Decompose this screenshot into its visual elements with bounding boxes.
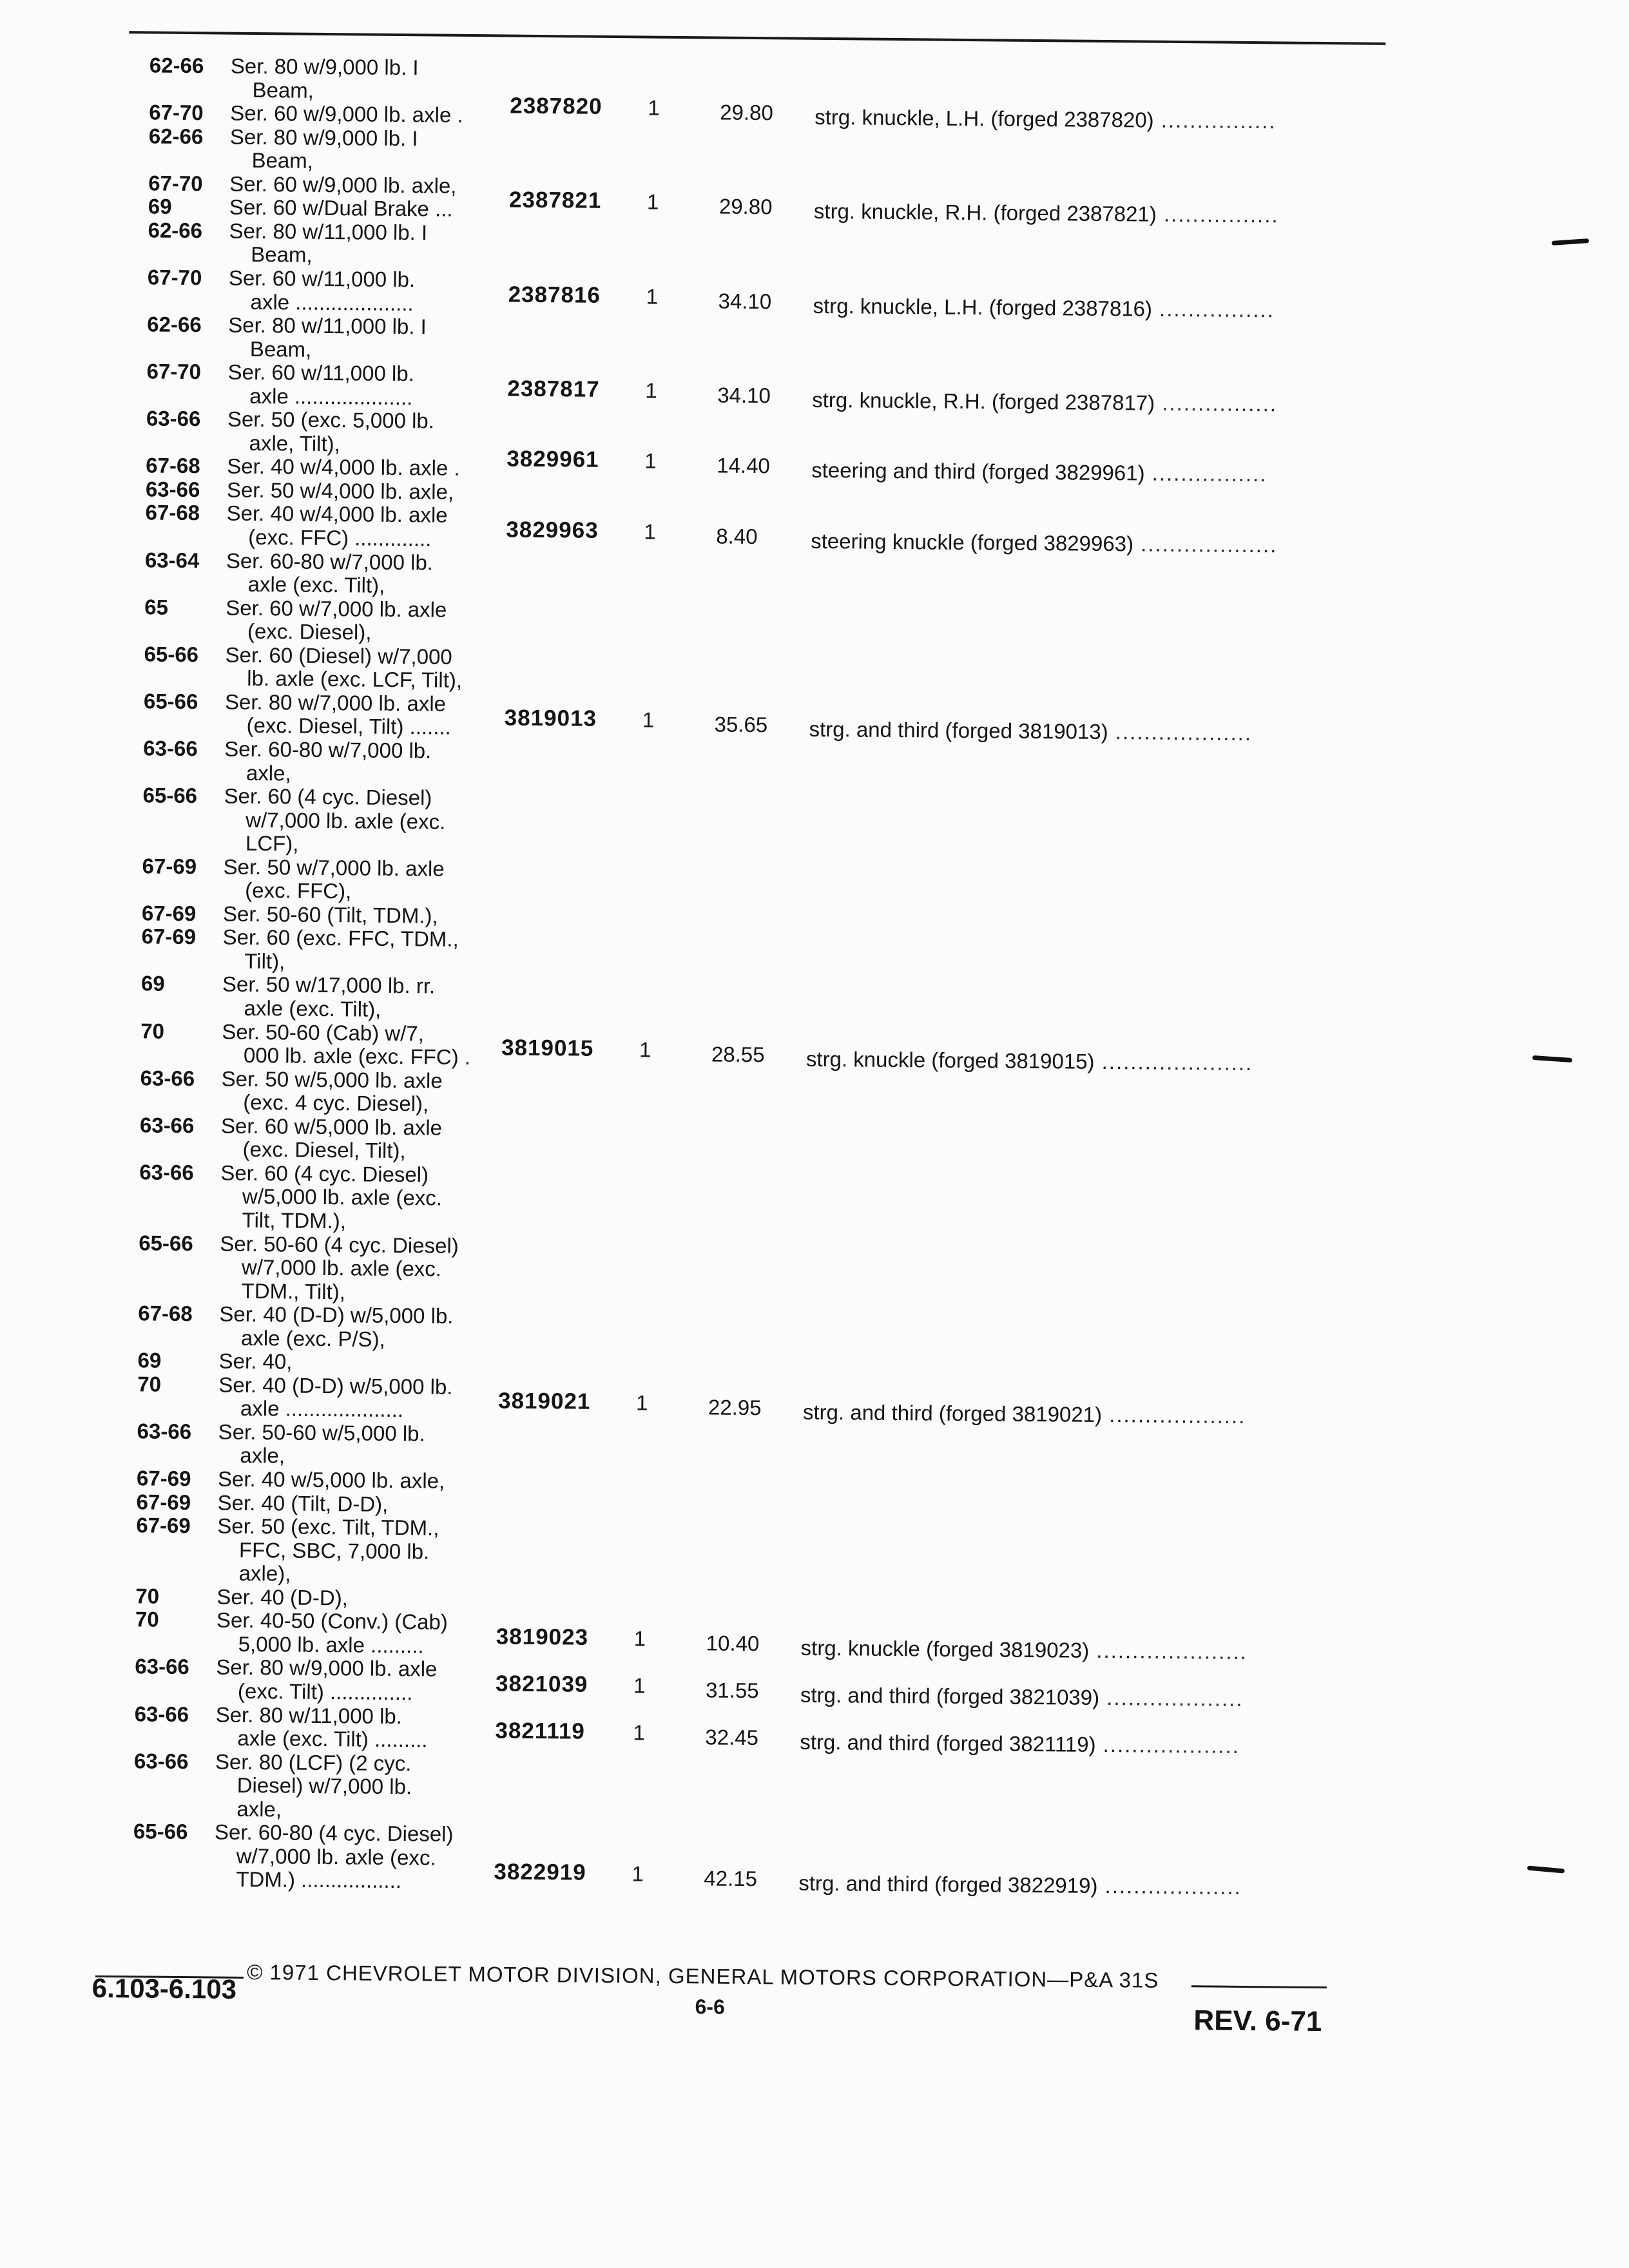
application-description: Ser. 80 (LCF) (2 cyc. (215, 1749, 412, 1775)
price: 29.80 (718, 194, 773, 219)
top-rule (129, 31, 1385, 45)
model-year: 63-66 (139, 1113, 195, 1137)
price: 28.55 (711, 1042, 765, 1067)
model-year: 65-66 (142, 783, 198, 808)
application-description: Ser. 60 (Diesel) w/7,000 (225, 642, 452, 669)
footer-rule-right (1191, 1985, 1327, 1988)
application-description: (exc. FFC), (245, 878, 352, 903)
application-description: Ser. 60 w/9,000 lb. axle . (230, 101, 463, 127)
application-description: Ser. 60 (exc. FFC, TDM., (222, 925, 459, 952)
model-year: 65-66 (143, 689, 198, 714)
part-name: strg. knuckle (forged 3819015) (805, 1046, 1095, 1073)
application-description: Ser. 80 w/9,000 lb. I (230, 53, 419, 80)
application-description: Ser. 80 w/9,000 lb. axle (216, 1655, 438, 1682)
application-description: Ser. 60 w/11,000 lb. (227, 360, 414, 386)
part-number: 3819015 (501, 1035, 594, 1061)
application-description: axle .................... (250, 289, 414, 315)
model-year: 63-66 (134, 1701, 189, 1726)
model-year: 62-66 (148, 218, 203, 243)
model-year: 63-66 (137, 1419, 192, 1444)
quantity: 1 (644, 448, 657, 473)
price: 32.45 (705, 1725, 759, 1750)
application-description: Ser. 80 w/11,000 lb. (215, 1702, 403, 1728)
application-description: Ser. 50-60 (Tilt, TDM.), (222, 901, 438, 928)
price: 42.15 (704, 1866, 758, 1891)
application-description: (exc. Diesel), (247, 619, 372, 644)
application-description: Beam, (251, 242, 313, 267)
price: 34.10 (718, 288, 772, 313)
part-description (811, 529, 1278, 558)
application-description: Ser. 60 w/11,000 lb. (228, 265, 416, 292)
model-year: 67-69 (141, 924, 197, 949)
application-description: Ser. 60 w/Dual Brake ... (229, 195, 453, 222)
model-year: 63-64 (144, 547, 200, 572)
model-year: 65 (144, 595, 169, 619)
part-name: strg. and third (forged 3821039) (800, 1682, 1100, 1709)
quantity: 1 (644, 519, 656, 544)
dot-leader: ................ (1154, 390, 1278, 416)
part-name: strg. and third (forged 3821119) (800, 1729, 1096, 1756)
application-description: Beam, (251, 148, 314, 173)
application-description: w/5,000 lb. axle (exc. (242, 1184, 443, 1211)
application-description: (exc. Diesel, Tilt) ....... (246, 713, 451, 740)
model-year: 63-66 (133, 1748, 189, 1773)
application-description: Ser. 40 w/4,000 lb. axle (226, 501, 448, 528)
model-year: 63-66 (135, 1654, 189, 1679)
model-year: 67-70 (147, 265, 202, 290)
model-year: 70 (140, 1018, 165, 1043)
part-name: steering knuckle (forged 3829963) (811, 528, 1134, 556)
part-description (815, 105, 1277, 133)
model-year: 62-66 (149, 53, 204, 78)
application-description: Ser. 40 w/5,000 lb. axle, (217, 1466, 445, 1493)
model-year: 65-66 (144, 642, 199, 666)
application-description: Ser. 60-80 w/7,000 lb. (226, 548, 434, 575)
application-description: (exc. FFC) ............. (248, 524, 432, 551)
application-description: TDM.) ................. (236, 1867, 402, 1893)
model-year: 67-70 (146, 359, 202, 384)
revision-label: REV. 6-71 (1193, 2004, 1322, 2038)
model-year: 67-69 (136, 1513, 191, 1538)
model-year: 70 (137, 1372, 162, 1396)
application-description: Ser. 50 w/4,000 lb. axle, (226, 477, 454, 504)
model-year: 67-68 (145, 500, 200, 525)
dot-leader: ................... (1099, 1685, 1244, 1711)
application-description: Ser. 60 w/5,000 lb. axle (220, 1113, 443, 1140)
section-number: 6.103-6.103 (92, 1972, 237, 2004)
part-description (809, 717, 1252, 745)
application-description: Ser. 80 w/9,000 lb. I (229, 124, 418, 150)
model-year: 67-70 (149, 100, 204, 125)
part-number: 3829961 (506, 446, 599, 473)
application-description: Ser. 50 (exc. 5,000 lb. (227, 407, 435, 433)
part-number: 3821039 (495, 1671, 588, 1697)
quantity: 1 (645, 378, 657, 403)
application-description: 5,000 lb. axle ......... (238, 1631, 424, 1658)
price: 35.65 (714, 712, 768, 737)
dot-leader: ................... (1097, 1874, 1242, 1899)
dot-leader: ................ (1156, 202, 1279, 227)
application-description: axle (exc. P/S), (240, 1325, 385, 1351)
price: 10.40 (706, 1631, 760, 1656)
application-description: Beam, (252, 77, 314, 102)
model-year: 62-66 (148, 124, 204, 148)
application-description: Ser. 40-50 (Conv.) (Cab) (216, 1608, 448, 1635)
part-number: 3829963 (506, 517, 599, 543)
application-description: axle, (246, 760, 291, 785)
application-description: axle .................... (240, 1396, 404, 1422)
quantity: 1 (633, 1720, 645, 1745)
application-description: (exc. Tilt) .............. (237, 1678, 413, 1705)
part-number: 3821119 (495, 1718, 586, 1744)
application-description: LCF), (245, 831, 299, 856)
part-number: 3819013 (504, 705, 597, 732)
part-description (800, 1730, 1240, 1758)
part-description (800, 1636, 1248, 1664)
part-description (798, 1871, 1242, 1899)
application-description: Tilt, TDM.), (242, 1207, 347, 1233)
application-description: Ser. 60 w/7,000 lb. axle (226, 595, 447, 622)
dot-leader: ................ (1144, 461, 1268, 486)
application-description: Ser. 40 (D-D) w/5,000 lb. (218, 1372, 453, 1399)
application-description: axle .................... (249, 383, 413, 409)
quantity: 1 (646, 284, 659, 309)
quantity: 1 (646, 189, 659, 214)
application-description: TDM., Tilt), (241, 1278, 346, 1303)
application-description: w/7,000 lb. axle (exc. (241, 1254, 442, 1281)
application-description: Ser. 50 (exc. Tilt, TDM., (217, 1514, 439, 1540)
price: 31.55 (705, 1678, 759, 1703)
part-number: 2387816 (508, 282, 601, 308)
application-description: Ser. 50 w/17,000 lb. rr. (222, 972, 436, 998)
application-description: Ser. 50-60 w/5,000 lb. (218, 1419, 425, 1446)
application-description: Ser. 60 w/9,000 lb. axle, (229, 171, 457, 198)
dot-leader: ................ (1153, 108, 1277, 133)
model-year: 70 (135, 1584, 160, 1608)
application-description: axle (exc. Tilt), (244, 995, 381, 1021)
part-name: strg. knuckle, R.H. (forged 2387821) (813, 199, 1157, 226)
application-description: axle), (238, 1561, 291, 1586)
part-name: strg. and third (forged 3822919) (798, 1871, 1098, 1898)
model-year: 63-66 (145, 477, 200, 502)
part-description (800, 1683, 1244, 1711)
part-name: strg. knuckle, R.H. (forged 2387817) (812, 387, 1155, 415)
part-number: 2387817 (507, 376, 600, 402)
application-description: Ser. 40 (D-D) w/5,000 lb. (219, 1302, 454, 1328)
quantity: 1 (639, 1037, 651, 1062)
dot-leader: ................... (1095, 1732, 1240, 1758)
dot-leader: ................... (1108, 720, 1253, 745)
part-name: strg. knuckle, L.H. (forged 2387816) (813, 293, 1153, 321)
model-year: 67-69 (136, 1466, 191, 1491)
application-description: Beam, (249, 336, 312, 361)
model-year: 65-66 (133, 1819, 188, 1844)
quantity: 1 (642, 707, 655, 733)
model-year: 63-66 (146, 406, 201, 431)
part-name: strg. and third (forged 3819013) (809, 717, 1108, 744)
part-description (806, 1047, 1253, 1075)
price: 34.10 (717, 383, 771, 407)
application-description: (exc. 4 cyc. Diesel), (243, 1090, 429, 1116)
application-description: Ser. 50 w/7,000 lb. axle (223, 854, 445, 881)
model-year: 67-69 (141, 901, 197, 925)
model-year: 63-66 (143, 736, 198, 761)
price: 22.95 (708, 1395, 762, 1420)
application-description: (exc. Diesel, Tilt), (242, 1137, 406, 1163)
model-year: 67-70 (148, 171, 203, 195)
application-description: axle, (236, 1796, 282, 1821)
model-year: 67-69 (136, 1489, 191, 1514)
quantity: 1 (631, 1861, 644, 1886)
application-description: Ser. 60-80 w/7,000 lb. (224, 736, 432, 763)
part-name: strg. knuckle, L.H. (forged 2387820) (815, 104, 1154, 132)
price: 8.40 (716, 524, 758, 549)
part-description (811, 458, 1268, 486)
page-number: 6-6 (695, 1995, 726, 2019)
application-description: Ser. 60-80 (4 cyc. Diesel) (214, 1820, 454, 1847)
application-description: FFC, SBC, 7,000 lb. (238, 1537, 430, 1564)
application-description: Ser. 60 (4 cyc. Diesel) (220, 1160, 429, 1187)
application-description: Ser. 80 w/11,000 lb. I (228, 312, 427, 339)
model-year: 67-68 (138, 1301, 193, 1326)
model-year: 69 (148, 194, 172, 219)
part-number: 2387821 (508, 187, 602, 214)
application-description: 000 lb. axle (exc. FFC) . (243, 1043, 471, 1070)
model-year: 67-69 (142, 854, 197, 878)
application-description: Ser. 40 (Tilt, D-D), (217, 1490, 389, 1516)
model-year: 65-66 (139, 1230, 193, 1255)
model-year: 63-66 (139, 1160, 194, 1185)
model-year: 69 (140, 971, 165, 996)
application-description: w/7,000 lb. axle (exc. (246, 807, 446, 834)
application-description: axle (exc. Tilt) ......... (237, 1725, 428, 1752)
model-year: 69 (137, 1348, 162, 1372)
part-name: strg. and third (forged 3819021) (802, 1400, 1103, 1427)
application-description: Ser. 80 w/11,000 lb. I (229, 218, 428, 245)
dot-leader: ................... (1133, 532, 1278, 557)
application-description: Ser. 40 w/4,000 lb. axle . (227, 454, 460, 481)
part-name: strg. knuckle (forged 3819023) (800, 1635, 1090, 1662)
dot-leader: ..................... (1094, 1049, 1253, 1075)
application-description: axle (exc. Tilt), (247, 572, 385, 597)
part-description (813, 293, 1275, 322)
part-description (812, 388, 1277, 417)
model-year: 67-68 (146, 453, 200, 478)
application-description: Ser. 40 (D-D), (217, 1584, 349, 1610)
quantity: 1 (633, 1626, 646, 1651)
price: 14.40 (717, 453, 771, 478)
application-description: axle, (240, 1443, 285, 1468)
quantity: 1 (635, 1390, 648, 1415)
part-number: 3819023 (496, 1624, 589, 1650)
part-number: 2387820 (510, 93, 602, 119)
dot-leader: ................... (1101, 1403, 1246, 1428)
quantity: 1 (648, 95, 660, 120)
dot-leader: ................ (1152, 296, 1275, 322)
part-number: 3819021 (497, 1388, 591, 1415)
model-year: 70 (135, 1607, 159, 1632)
application-description: Ser. 80 w/7,000 lb. axle (224, 689, 447, 716)
part-number: 3822919 (494, 1859, 586, 1886)
quantity: 1 (633, 1673, 646, 1698)
application-description: Tilt), (244, 948, 285, 974)
application-description: Ser. 50 w/5,000 lb. axle (221, 1066, 443, 1093)
application-description: Ser. 40, (218, 1349, 293, 1374)
application-description: Ser. 50-60 (4 cyc. Diesel) (220, 1231, 459, 1258)
model-year: 63-66 (140, 1066, 195, 1090)
model-year: 62-66 (147, 312, 202, 337)
price: 29.80 (720, 100, 774, 125)
application-description: lb. axle (exc. LCF, Tilt), (247, 666, 463, 693)
dot-leader: ..................... (1089, 1638, 1248, 1664)
application-description: axle, Tilt), (249, 430, 340, 456)
part-name: steering and third (forged 3829961) (811, 458, 1145, 485)
copyright-line: © 1971 CHEVROLET MOTOR DIVISION, GENERAL MOTORS CORPORATION—P&A 31S (246, 1959, 1159, 1992)
application-description: Ser. 60 (4 cyc. Diesel) (224, 783, 432, 810)
part-description (814, 199, 1279, 228)
application-description: Diesel) w/7,000 lb. (236, 1773, 412, 1799)
application-description: w/7,000 lb. axle (exc. (236, 1843, 436, 1870)
part-description (803, 1400, 1246, 1428)
application-description: Ser. 50-60 (Cab) w/7, (222, 1019, 425, 1045)
